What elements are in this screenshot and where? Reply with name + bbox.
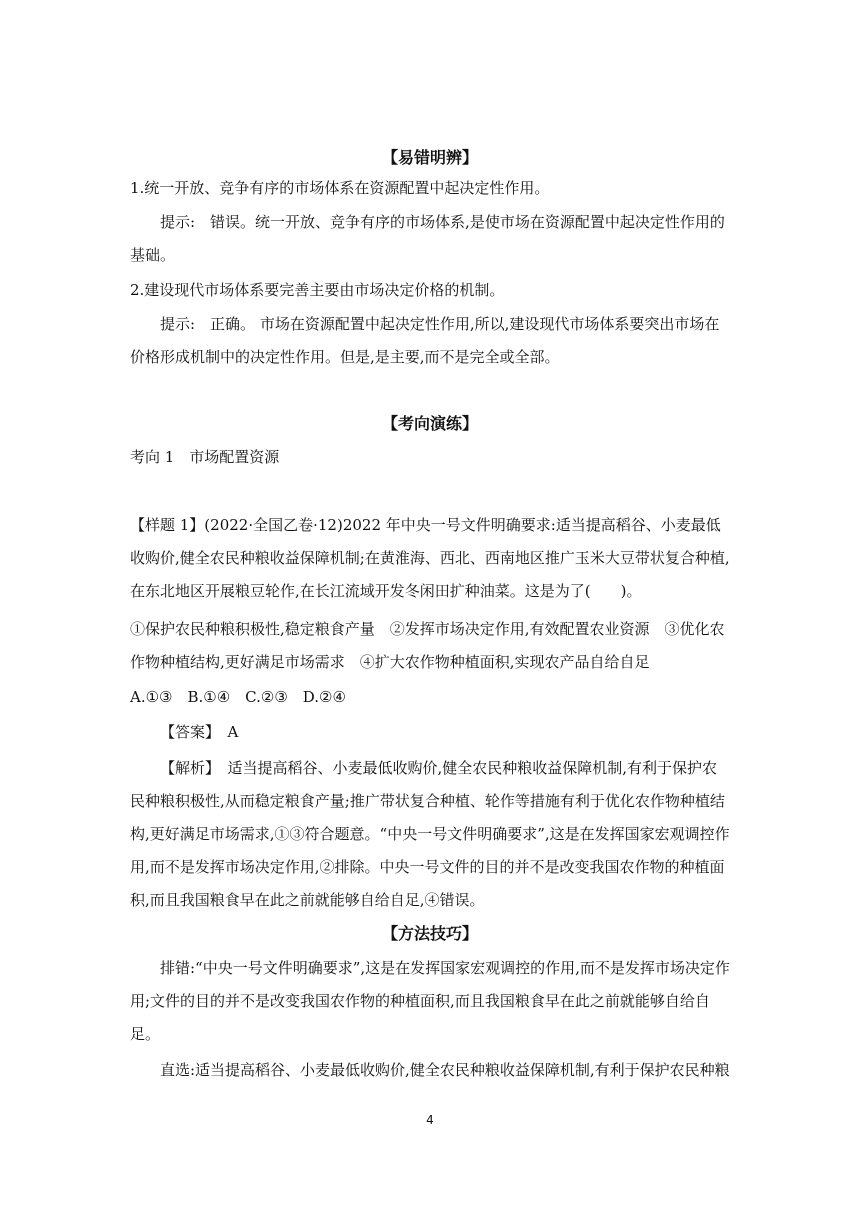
yicuo-item-1: 1.统一开放、竞争有序的市场体系在资源配置中起决定性作用。 — [130, 179, 550, 197]
yicuo-hint-2: 提示: 正确。 市场在资源配置中起决定性作用,所以,建设现代市场体系要突出市场在价格形成机制中的决定性作用。但是,是主要,而不是完全或全部。 — [130, 315, 720, 366]
page-number: 4 — [426, 1113, 434, 1127]
sample-question: 【样题 1】(2022·全国乙卷·12)2022 年中央一号文件明确要求:适当提高稻谷、小麦最低收购价,健全农民种粮收益保障机制;在黄淮海、西北、西南地区推广玉米大豆带状复合种植,在东北地区开展粮豆轮作,在长江流域开发冬闲田扩种油菜。这是为了( )。 — [130, 516, 730, 600]
method-zhixuan: 直选:适当提高稻谷、小麦最低收购价,健全农民种粮收益保障机制,有利于保护农民种粮 — [160, 1061, 730, 1079]
yicuo-hint-1: 提示: 错误。统一开放、竞争有序的市场体系,是使市场在资源配置中起决定性作用的基础。 — [130, 213, 725, 264]
question-analysis: 【解析】 适当提高稻谷、小麦最低收购价,健全农民种粮收益保障机制,有利于保护农民种粮积极性,从而稳定粮食产量;推广带状复合种植、轮作等措施有利于优化农作物种植结构,更好满足市场需求,①③符合题意。“中央一号文件明确要求”,这是在发挥国家宏观调控作用,而不是发挥市场决定作用,②排除。中央一号文件的目的并不是改变我国农作物的种植面积,而且我国粮食早在此之前就能够自给自足,④错误。 — [130, 759, 730, 909]
yicuo-item-2: 2.建设现代市场体系要完善主要由市场决定价格的机制。 — [130, 281, 505, 299]
section-heading-yicuo: 【易错明辨】 — [381, 148, 478, 167]
question-choices: A.①③ B.①④ C.②③ D.②④ — [130, 688, 346, 706]
question-answer: 【答案】 A — [160, 723, 239, 741]
method-paichu: 排错:“中央一号文件明确要求”,这是在发挥国家宏观调控的作用,而不是发挥市场决定作用;文件的目的并不是改变我国农作物的种植面积,而且我国粮食早在此之前就能够自给自足。 — [130, 959, 730, 1043]
section-heading-kaoxiang: 【考向演练】 — [381, 414, 478, 433]
section-heading-fangfa: 【方法技巧】 — [381, 924, 478, 943]
kaoxiang-subheading: 考向 1 市场配置资源 — [130, 448, 280, 466]
question-options: ①保护农民种粮积极性,稳定粮食产量 ②发挥市场决定作用,有效配置农业资源 ③优化农作物种植结构,更好满足市场需求 ④扩大农作物种植面积,实现农产品自给自足 — [130, 620, 725, 671]
